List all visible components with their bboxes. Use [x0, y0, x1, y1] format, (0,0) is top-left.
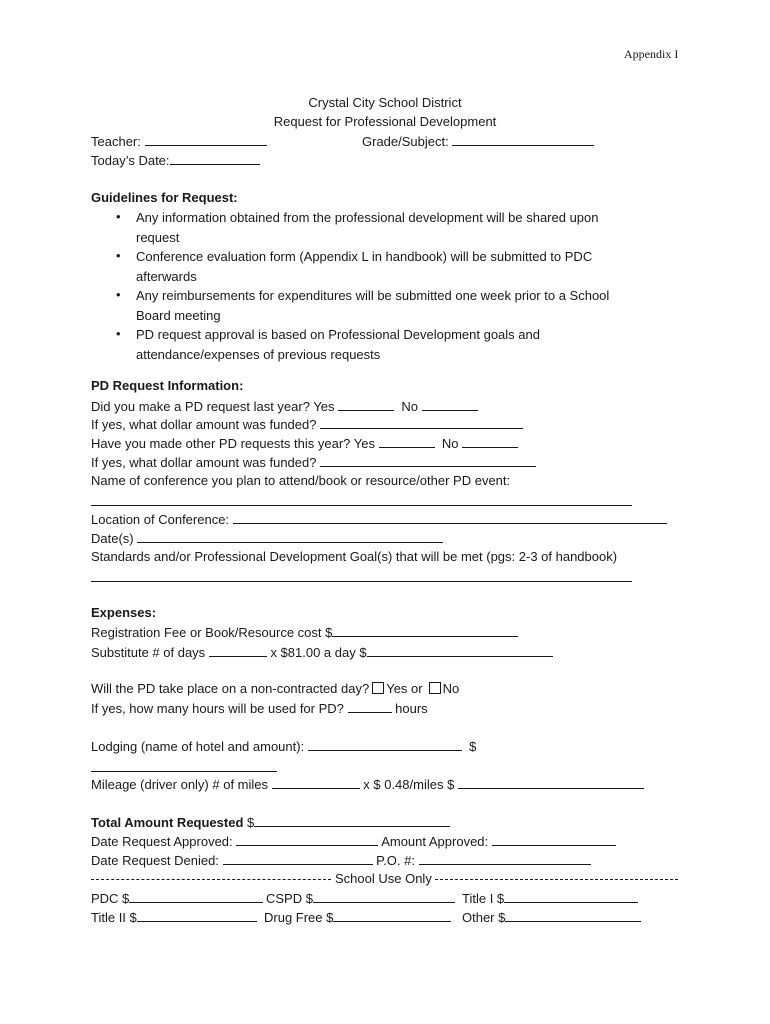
bullet-icon: • — [116, 209, 121, 224]
last-year-question: Did you make a PD request last year? Yes — [91, 399, 335, 414]
po-field[interactable] — [419, 851, 591, 865]
cspd-row — [266, 889, 455, 908]
divider-right — [435, 878, 678, 880]
registration-row — [91, 623, 518, 642]
title2-row — [91, 908, 257, 927]
guideline-line: Any information obtained from the professional development will be shared upon — [136, 210, 599, 225]
pdc-label: PDC $ — [91, 891, 130, 906]
last-year-row — [91, 397, 478, 416]
funded-question: If yes, what dollar amount was funded? — [91, 417, 317, 432]
grade-label: Grade/Subject: — [362, 134, 449, 149]
title1-row — [462, 889, 638, 908]
cspd-field[interactable] — [313, 889, 455, 903]
this-year-yes-field[interactable] — [379, 434, 435, 448]
no-label: No — [441, 436, 459, 451]
no-checkbox[interactable] — [429, 682, 441, 694]
registration-label: Registration Fee or Book/Resource cost $ — [91, 625, 333, 640]
guideline-line: PD request approval is based on Professional Development goals and — [136, 327, 540, 342]
lodging-dollar: $ — [469, 739, 477, 754]
funded-field[interactable] — [320, 415, 523, 429]
drug-free-label: Drug Free $ — [264, 910, 334, 925]
title1-field[interactable] — [504, 889, 638, 903]
hours-row — [91, 699, 428, 718]
grade-row — [362, 132, 594, 151]
location-field[interactable] — [233, 510, 667, 524]
date-approved-field[interactable] — [236, 832, 378, 846]
date-label: Today’s Date: — [91, 153, 170, 168]
guideline-line: afterwards — [136, 268, 197, 284]
teacher-label: Teacher: — [91, 134, 141, 149]
yes-or-label: Yes or — [386, 681, 423, 696]
hours-field[interactable] — [348, 699, 392, 713]
form-title: Request for Professional Development — [273, 114, 497, 129]
total-label: Total Amount Requested — [91, 815, 244, 830]
bullet-icon: • — [116, 248, 121, 263]
grade-field[interactable] — [452, 132, 594, 146]
title2-field[interactable] — [137, 908, 257, 922]
yes-checkbox[interactable] — [372, 682, 384, 694]
drug-free-row — [264, 908, 451, 927]
school-use-label: School Use Only — [335, 871, 432, 886]
pd-request-heading: PD Request Information: — [91, 378, 244, 393]
amount-approved-label: Amount Approved: — [381, 834, 489, 849]
total-field[interactable] — [254, 813, 450, 827]
last-year-yes-field[interactable] — [338, 397, 394, 411]
mileage-label: Mileage (driver only) # of miles — [91, 777, 269, 792]
conference-field[interactable] — [91, 504, 632, 506]
guideline-item — [136, 247, 656, 286]
guideline-line: Any reimbursements for expenditures will be submitted one week prior to a School — [136, 288, 610, 303]
date-denied-field[interactable] — [223, 851, 373, 865]
no-label: No — [401, 399, 419, 414]
dates-field[interactable] — [137, 529, 443, 543]
this-year-no-field[interactable] — [462, 434, 518, 448]
district-name: Crystal City School District — [308, 95, 462, 110]
funded-row-2 — [91, 453, 536, 472]
date-denied-label: Date Request Denied: — [91, 853, 219, 868]
substitute-rate-label: x $81.00 a day $ — [270, 645, 367, 660]
date-approved-label: Date Request Approved: — [91, 834, 233, 849]
dates-label: Date(s) — [91, 531, 134, 546]
expenses-heading: Expenses: — [91, 605, 157, 620]
this-year-row — [91, 434, 518, 453]
divider-left — [91, 878, 331, 880]
lodging-row — [91, 737, 476, 756]
mileage-cost-field[interactable] — [458, 775, 644, 789]
teacher-field[interactable] — [145, 132, 267, 146]
guideline-line: attendance/expenses of previous requests — [136, 346, 381, 362]
guideline-line: request — [136, 229, 180, 245]
mileage-row — [91, 775, 644, 794]
other-row — [462, 908, 641, 927]
hours-question: If yes, how many hours will be used for PD? — [91, 701, 344, 716]
bullet-icon: • — [116, 287, 121, 302]
standards-label: Standards and/or Professional Development Goal(s) that will be met (pgs: 2-3 of handbook) — [91, 549, 618, 564]
funded-row — [91, 415, 523, 434]
dates-row — [91, 529, 443, 548]
registration-field[interactable] — [332, 623, 518, 637]
bullet-icon: • — [116, 326, 121, 341]
approved-row — [91, 832, 616, 851]
appendix-label: Appendix I — [624, 47, 679, 61]
total-row — [91, 813, 450, 832]
denied-row — [91, 851, 591, 870]
substitute-cost-field[interactable] — [367, 643, 553, 657]
drug-free-field[interactable] — [333, 908, 451, 922]
total-dollar: $ — [247, 815, 255, 830]
last-year-no-field[interactable] — [422, 397, 478, 411]
guideline-line: Conference evaluation form (Appendix L in handbook) will be submitted to PDC — [136, 249, 593, 264]
po-label: P.O. #: — [376, 853, 415, 868]
lodging-field[interactable] — [308, 737, 462, 751]
other-label: Other $ — [462, 910, 506, 925]
this-year-question: Have you made other PD requests this year? Yes — [91, 436, 375, 451]
lodging-label: Lodging (name of hotel and amount): — [91, 739, 305, 754]
guidelines-heading: Guidelines for Request: — [91, 190, 238, 205]
funded-field-2[interactable] — [320, 453, 536, 467]
substitute-row — [91, 643, 553, 662]
substitute-days-field[interactable] — [209, 643, 267, 657]
amount-approved-field[interactable] — [492, 832, 616, 846]
guideline-item — [136, 325, 656, 364]
guideline-line: Board meeting — [136, 307, 221, 323]
cspd-label: CSPD $ — [266, 891, 313, 906]
non-contracted-question: Will the PD take place on a non-contracted day? — [91, 681, 370, 696]
location-label: Location of Conference: — [91, 512, 230, 527]
teacher-row — [91, 132, 267, 151]
conference-question: Name of conference you plan to attend/book or resource/other PD event: — [91, 473, 511, 488]
pdc-field[interactable] — [129, 889, 263, 903]
hours-label: hours — [395, 701, 428, 716]
no-checkbox-label: No — [442, 681, 460, 696]
date-row — [91, 151, 260, 170]
location-row — [91, 510, 667, 529]
pdc-row — [91, 889, 263, 908]
mileage-field[interactable] — [272, 775, 360, 789]
title2-label: Title II $ — [91, 910, 137, 925]
lodging-field-2[interactable] — [91, 770, 277, 772]
substitute-label: Substitute # of days — [91, 645, 206, 660]
guideline-item — [136, 286, 656, 325]
funded-question-2: If yes, what dollar amount was funded? — [91, 455, 317, 470]
other-field[interactable] — [505, 908, 641, 922]
mileage-rate-label: x $ 0.48/miles $ — [363, 777, 455, 792]
guideline-item — [136, 208, 656, 247]
date-field[interactable] — [170, 151, 260, 165]
non-contracted-row — [91, 680, 459, 698]
title1-label: Title I $ — [462, 891, 505, 906]
standards-field[interactable] — [91, 580, 632, 582]
